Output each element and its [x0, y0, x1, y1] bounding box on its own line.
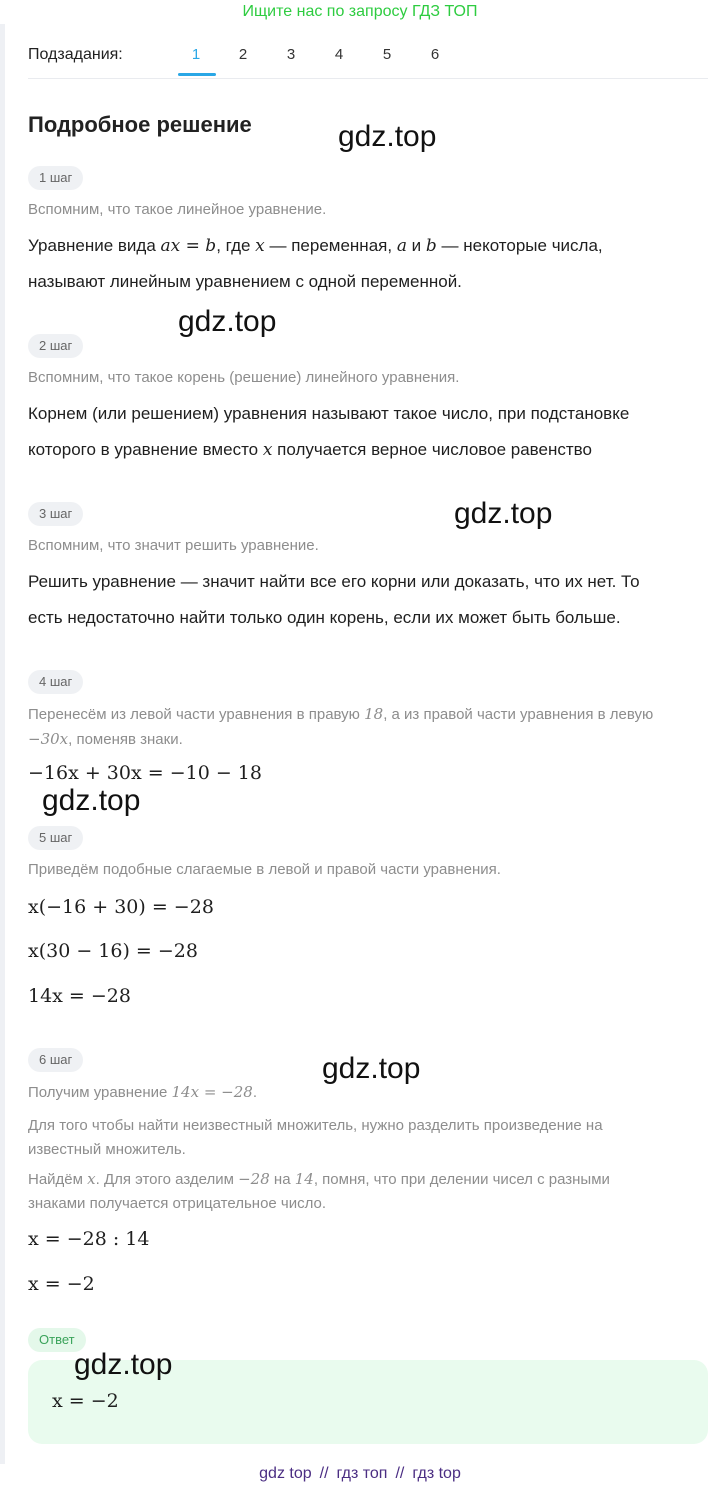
- subtasks-nav: [28, 36, 708, 79]
- watermark: gdz.top: [42, 784, 141, 817]
- watermark: gdz.top: [178, 305, 277, 338]
- watermark: gdz.top: [338, 120, 437, 153]
- step-3-text: Решить уравнение — значит найти все его корни или доказать, что их нет. То есть недостаточно найти только один корень, если их может быть больше.: [28, 572, 640, 627]
- tab-3[interactable]: 3: [286, 46, 296, 63]
- active-tab-indicator: [178, 73, 216, 76]
- footer-separator: //: [395, 1465, 405, 1482]
- step-5-equation: x(30 − 16) = −28: [28, 940, 198, 962]
- step-2-hint: Вспомним, что такое корень (решение) линейного уравнения.: [28, 369, 460, 386]
- step-1-hint: Вспомним, что такое линейное уравнение.: [28, 201, 327, 218]
- step-2-text: Корнем (или решением) уравнения называют такое число, при подстановке которого в уравнение вместо x получается верное числовое равенство: [28, 404, 630, 460]
- watermark: gdz.top: [454, 497, 553, 530]
- step-6-equation: x = −28 : 14: [28, 1228, 150, 1250]
- step-6-badge: 6 шаг: [28, 1048, 83, 1072]
- answer-badge: Ответ: [28, 1328, 86, 1352]
- step-5-badge: 5 шаг: [28, 826, 83, 850]
- step-6-rule: Для того чтобы найти неизвестный множитель, нужно разделить произведение на известный множитель.: [28, 1117, 603, 1158]
- footer-separator: //: [319, 1465, 329, 1482]
- step-3-hint: Вспомним, что значит решить уравнение.: [28, 537, 319, 554]
- step-1-text: Уравнение вида ax = b, где x — переменная, a и b — некоторые числа, называют линейным уравнением с одной переменной.: [28, 236, 603, 291]
- step-4-badge: 4 шаг: [28, 670, 83, 694]
- step-1-badge: 1 шаг: [28, 166, 83, 190]
- footer-link[interactable]: gdz top: [259, 1465, 312, 1482]
- footer-link[interactable]: гдз топ: [336, 1465, 388, 1482]
- footer-links: [0, 1465, 720, 1483]
- watermark: gdz.top: [322, 1052, 421, 1085]
- left-rail: [0, 24, 5, 1464]
- step-3-badge: 3 шаг: [28, 502, 83, 526]
- step-4-hint: Перенесём из левой части уравнения в правую 18, а из правой части уравнения в левую −30x, поменяв знаки.: [28, 705, 654, 748]
- answer-equation: x = −2: [52, 1390, 119, 1412]
- step-4-equation: −16x + 30x = −10 − 18: [28, 762, 262, 784]
- tab-5[interactable]: 5: [382, 46, 392, 63]
- footer-link[interactable]: гдз top: [412, 1465, 461, 1482]
- step-6-equation: x = −2: [28, 1273, 95, 1295]
- step-2-badge: 2 шаг: [28, 334, 83, 358]
- step-6-explanation: Найдём x. Для этого азделим −28 на 14, помня, что при делении чисел с разными знаками получается отрицательное число.: [28, 1170, 610, 1212]
- step-6-hint: Получим уравнение 14x = −28.: [28, 1083, 257, 1101]
- watermark: gdz.top: [74, 1348, 173, 1381]
- tab-1[interactable]: 1: [191, 46, 201, 63]
- subtasks-label: Подзадания:: [28, 46, 123, 63]
- search-banner: Ищите нас по запросу ГДЗ ТОП: [242, 3, 478, 20]
- tab-4[interactable]: 4: [334, 46, 344, 63]
- section-title: Подробное решение: [28, 112, 252, 137]
- tab-6[interactable]: 6: [430, 46, 440, 63]
- tab-2[interactable]: 2: [238, 46, 248, 63]
- step-5-hint: Приведём подобные слагаемые в левой и правой части уравнения.: [28, 861, 501, 878]
- step-5-equation: 14x = −28: [28, 985, 131, 1007]
- step-5-equation: x(−16 + 30) = −28: [28, 896, 214, 918]
